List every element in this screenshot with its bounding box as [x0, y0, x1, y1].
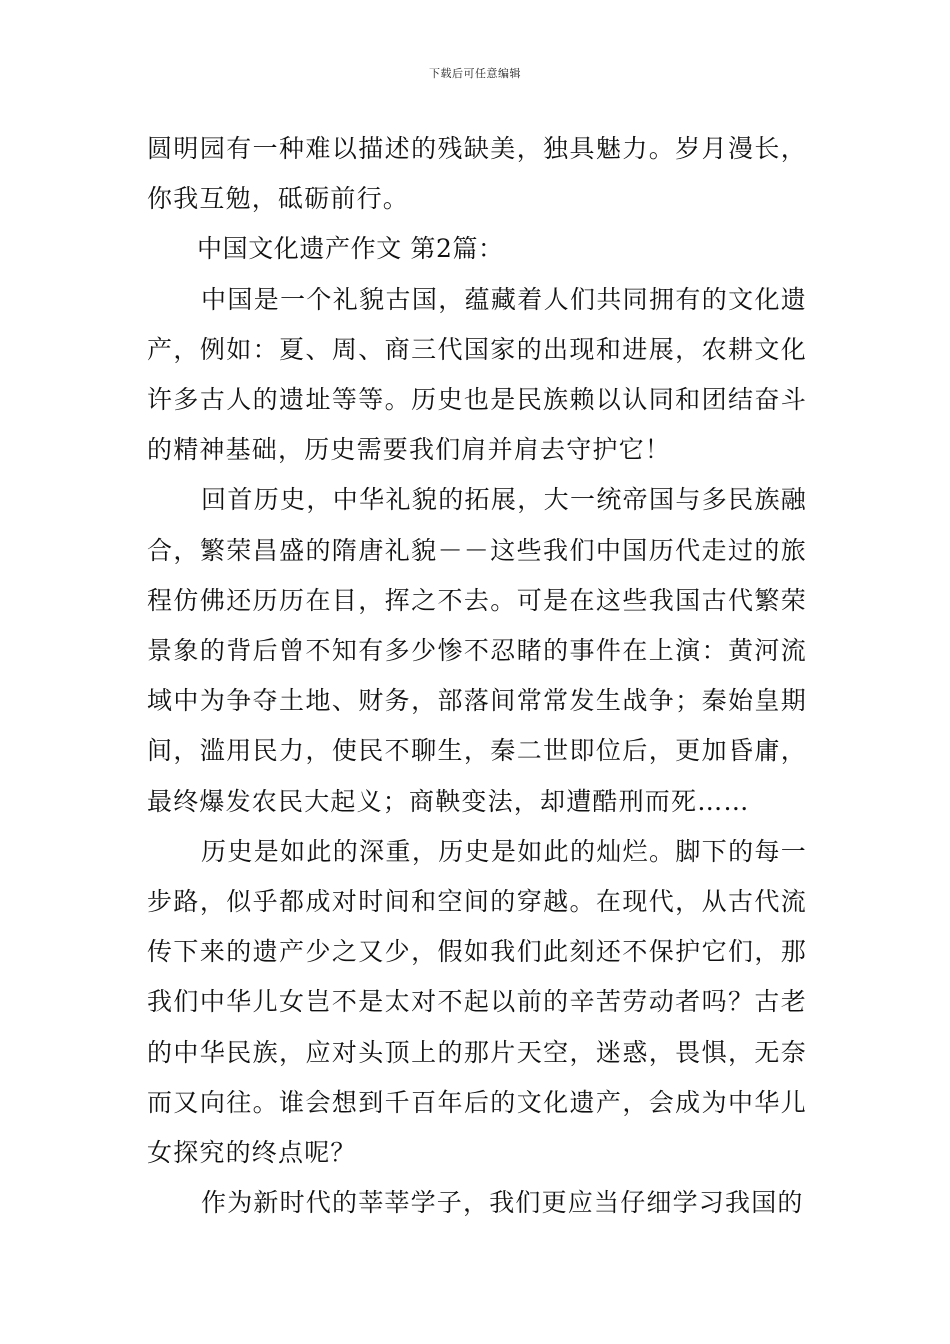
header-note: 下载后可任意编辑 — [429, 67, 521, 80]
paragraph-2: 回首历史，中华礼貌的拓展，大一统帝国与多民族融合，繁荣昌盛的隋唐礼貌－－这些我们中国历代走过的旅程仿佛还历历在目，挥之不去。可是在这些我国古代繁荣景象的背后曾不知有多少惨不忍睹的事件在上演：黄河流域中为争夺土地、财务，部落间常常发生战争；秦始皇期间，滥用民力，使民不聊生，秦二世即位后，更加昏庸，最终爆发农民大起义；商鞅变法，却遭酷刑而死…… — [147, 485, 807, 816]
continuation-paragraph: 圆明园有一种难以描述的残缺美，独具魅力。岁月漫长，你我互勉，砥砺前行。 — [147, 134, 807, 214]
paragraph-4: 作为新时代的莘莘学子，我们更应当仔细学习我国的 — [201, 1188, 804, 1218]
paragraph-3: 历史是如此的深重，历史是如此的灿烂。脚下的每一步路，似乎都成对时间和空间的穿越。在现代，从古代流传下来的遗产少之又少，假如我们此刻还不保护它们，那我们中华儿女岂不是太对不起以前的辛苦劳动者吗？古老的中华民族，应对头顶上的那片天空，迷惑，畏惧，无奈而又向往。谁会想到千百年后的文化遗产，会成为中华儿女探究的终点呢？ — [147, 836, 807, 1168]
document-body — [147, 124, 807, 1228]
section-heading: 中国文化遗产作文 第2篇： — [197, 234, 504, 264]
paragraph-1: 中国是一个礼貌古国，蕴藏着人们共同拥有的文化遗产，例如：夏、周、商三代国家的出现和进展，农耕文化许多古人的遗址等等。历史也是民族赖以认同和团结奋斗的精神基础，历史需要我们肩并肩去守护它！ — [147, 284, 807, 465]
